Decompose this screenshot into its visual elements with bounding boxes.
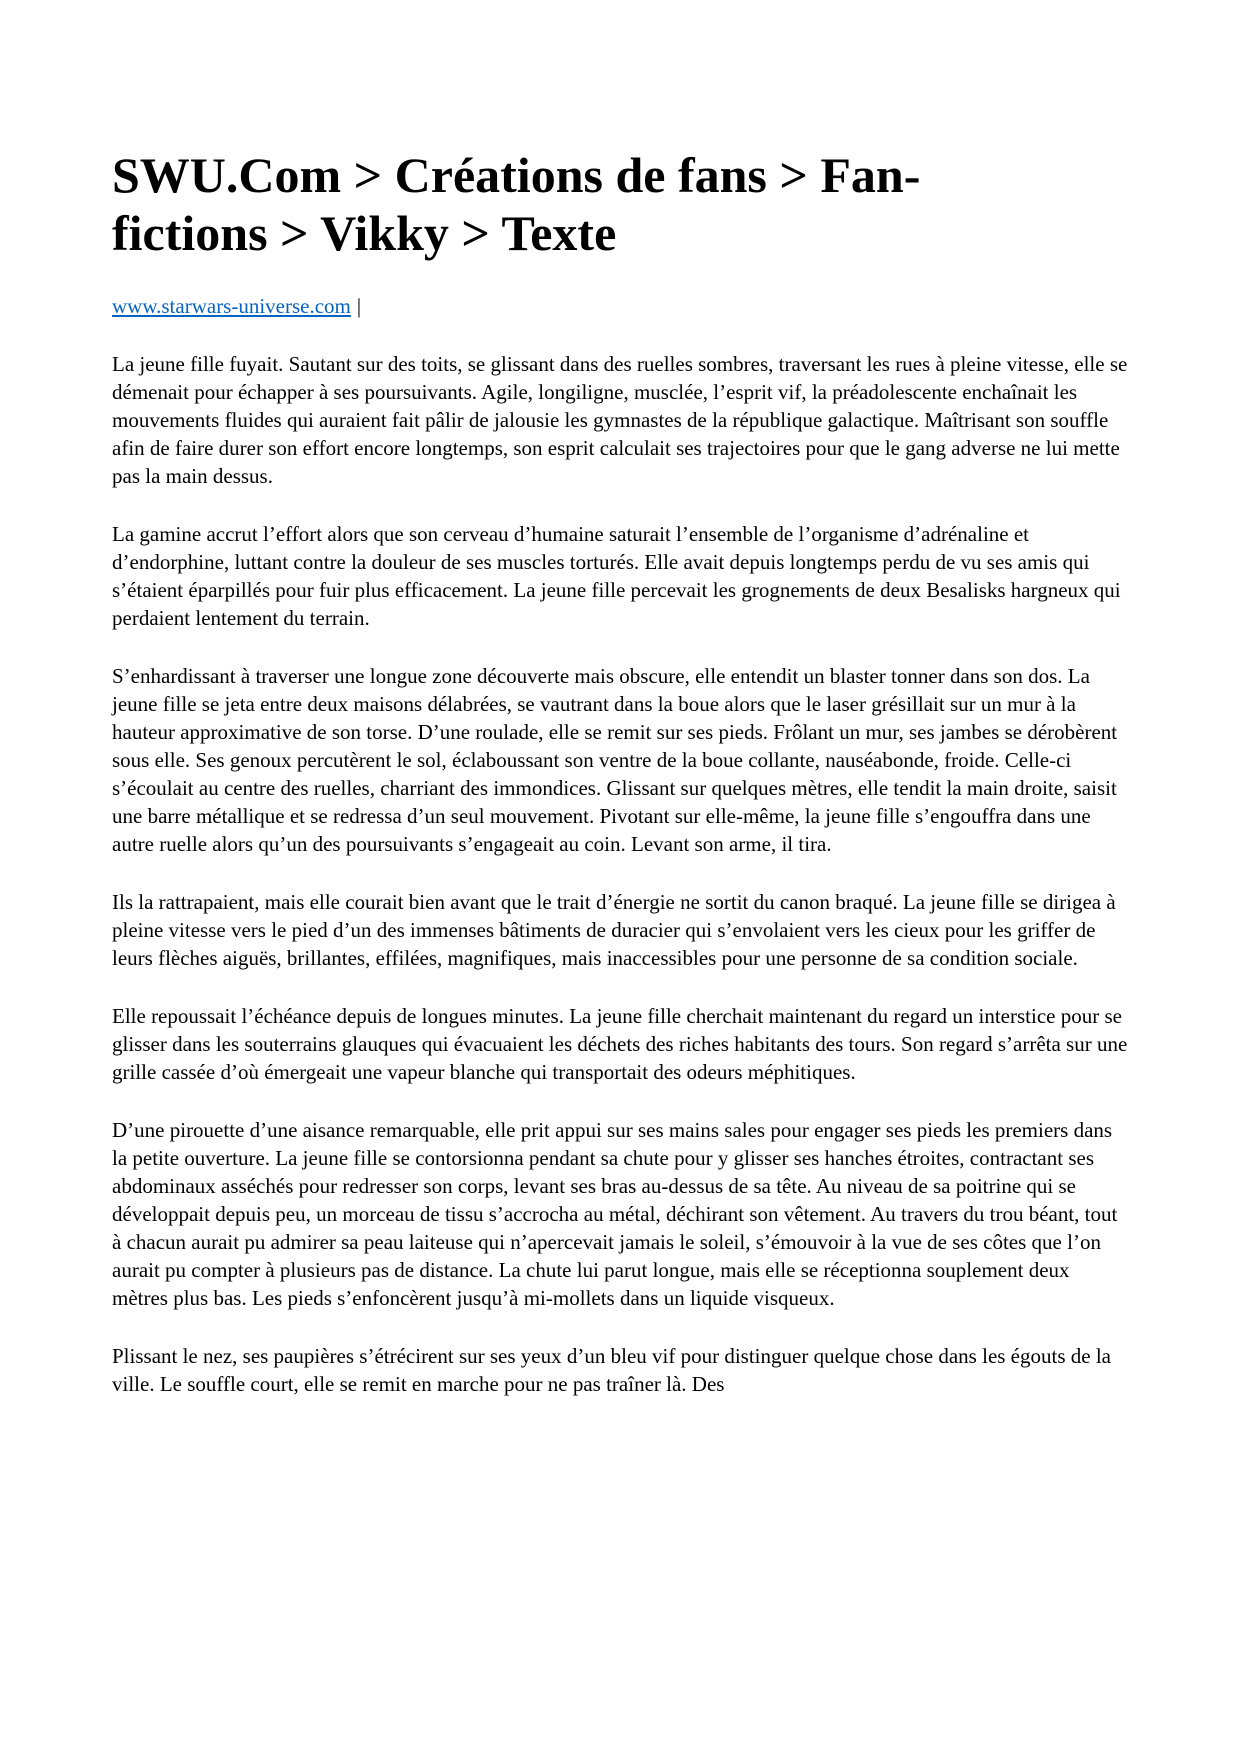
page-title-line1: SWU.Com > Créations de fans > Fan- bbox=[112, 147, 921, 203]
story-paragraph-5: Elle repoussait l’échéance depuis de longues minutes. La jeune fille cherchait maintenant du regard un interstice pour se glisser dans les souterrains glauques qui évacuaient les déchets des riches habitants des tours. Son regard s’arrêta sur une grille cassée d’où émergeait une vapeur blanche qui transportait des odeurs méphitiques. bbox=[112, 1004, 1128, 1084]
story-paragraph-4: Ils la rattrapaient, mais elle courait bien avant que le trait d’énergie ne sortit du canon braqué. La jeune fille se dirigea à pleine vitesse vers le pied d’un des immenses bâtiments de duracier qui s’envolaient vers les cieux pour les griffer de leurs flèches aiguës, brillantes, effilées, magnifiques, mais inaccessibles pour une personne de sa condition sociale. bbox=[112, 890, 1116, 970]
source-link[interactable]: www.starwars-universe.com bbox=[112, 294, 351, 318]
separator-bar: | bbox=[356, 294, 362, 318]
page-title-line2: fictions > Vikky > Texte bbox=[112, 205, 617, 261]
page-title bbox=[112, 146, 1128, 262]
story-paragraph-6: D’une pirouette d’une aisance remarquable, elle prit appui sur ses mains sales pour engager ses pieds les premiers dans la petite ouverture. La jeune fille se contorsionna pendant sa chute pour y glisser ses hanches étroites, contractant ses abdominaux asséchés pour redresser son corps, levant ses bras au-dessus de sa tête. Au niveau de sa poitrine qui se développait depuis peu, un morceau de tissu s’accrocha au métal, déchirant son vêtement. Au travers du trou béant, tout à chacun aurait pu admirer sa peau laiteuse qui n’apercevait jamais le soleil, s’émouvoir à la vue de ses côtes que l’on aurait pu compter à plusieurs pas de distance. La chute lui parut longue, mais elle se réceptionna souplement deux mètres plus bas. Les pieds s’enfoncèrent jusqu’à mi-mollets dans un liquide visqueux. bbox=[112, 1118, 1118, 1310]
source-link-row bbox=[112, 292, 1128, 320]
story-paragraph-3: S’enhardissant à traverser une longue zone découverte mais obscure, elle entendit un blaster tonner dans son dos. La jeune fille se jeta entre deux maisons délabrées, se vautrant dans la boue alors que le laser grésillait sur un mur à la hauteur approximative de son torse. D’une roulade, elle se remit sur ses pieds. Frôlant un mur, ses jambes se dérobèrent sous elle. Ses genoux percutèrent le sol, éclaboussant son ventre de la boue collante, nauséabonde, froide. Celle-ci s’écoulait au centre des ruelles, charriant des immondices. Glissant sur quelques mètres, elle tendit la main droite, saisit une barre métallique et se redressa d’un seul mouvement. Pivotant sur elle-même, la jeune fille s’engouffra dans une autre ruelle alors qu’un des poursuivants s’engageait au coin. Levant son arme, il tira. bbox=[112, 664, 1118, 856]
fanfiction-text bbox=[112, 350, 1128, 1398]
story-paragraph-1: La jeune fille fuyait. Sautant sur des toits, se glissant dans des ruelles sombres, traversant les rues à pleine vitesse, elle se démenait pour échapper à ses poursuivants. Agile, longiligne, musclée, l’esprit vif, la préadolescente enchaînait les mouvements fluides qui auraient fait pâlir de jalousie les gymnastes de la république galactique. Maîtrisant son souffle afin de faire durer son effort encore longtemps, son esprit calculait ses trajectoires pour que le gang adverse ne lui mette pas la main dessus. bbox=[112, 352, 1128, 488]
story-paragraph-2: La gamine accrut l’effort alors que son cerveau d’humaine saturait l’ensemble de l’organisme d’adrénaline et d’endorphine, luttant contre la douleur de ses muscles torturés. Elle avait depuis longtemps perdu de vu ses amis qui s’étaient éparpillés pour fuir plus efficacement. La jeune fille percevait les grognements de deux Besalisks hargneux qui perdaient lentement du terrain. bbox=[112, 522, 1121, 630]
story-paragraph-7: Plissant le nez, ses paupières s’étrécirent sur ses yeux d’un bleu vif pour distinguer quelque chose dans les égouts de la ville. Le souffle court, elle se remit en marche pour ne pas traîner là. Des bbox=[112, 1344, 1111, 1396]
